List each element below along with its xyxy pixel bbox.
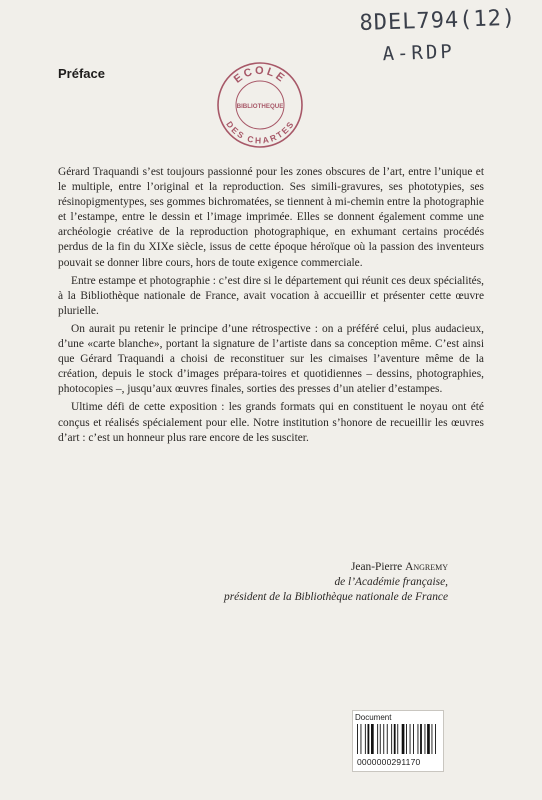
svg-text:DES CHARTES	[224, 119, 296, 145]
barcode-bar	[418, 724, 419, 754]
stamp-top-text: ECOLE	[231, 64, 289, 86]
barcode-title: Document	[355, 713, 392, 722]
author-last-name: Angremy	[405, 561, 448, 573]
barcode-label	[352, 710, 444, 772]
stamp-bottom-text: DES CHARTES	[224, 119, 296, 146]
shelfmark-line-1: 8DEL794(12)	[359, 5, 517, 37]
barcode-bar	[427, 724, 430, 754]
barcode-bar	[365, 724, 366, 754]
barcode-bar	[387, 724, 388, 754]
barcode-bar	[361, 724, 362, 754]
barcode-number: 0000000291170	[357, 757, 421, 767]
signature-block	[224, 560, 448, 605]
barcode-bar	[413, 724, 414, 754]
barcode-bars	[356, 724, 440, 756]
paragraph-4: Ultime défi de cette exposition : les grands formats qui en constituent le noyau ont été conçus et réalisés spécialement pour elle. Notre institution s’honore de recueillir les œuvres d’art : c’est un honneur plus rare encore de les susciter.	[58, 401, 484, 444]
barcode-bar	[380, 724, 381, 754]
barcode-bar	[406, 724, 407, 754]
author-role: président de la Bibliothèque nationale de France	[224, 591, 448, 603]
barcode-bar	[410, 724, 411, 754]
barcode-bar	[402, 724, 405, 754]
barcode-bar	[391, 724, 392, 754]
barcode-bar	[425, 724, 426, 754]
author-first-name: Jean-Pierre	[351, 561, 403, 573]
barcode-bar	[435, 724, 436, 754]
author-name	[224, 560, 448, 575]
page-title: Préface	[58, 66, 105, 81]
barcode-bar	[394, 724, 396, 754]
barcode-bar	[432, 724, 433, 754]
paragraph-1: Gérard Traquandi s’est toujours passionné pour les zones obscures de l’art, entre l’unique et le multiple, entre l’original et la reproduction. Ses simili-gravures, ses phototypies, ses résinopigmentypes, ses gommes bichromatées, se tiennent à mi-chemin entre la photographie et l’estampe, entre le dessin et l’image imprimée. Elles se donnent également comme une archéologie créative de la reproduction photographique, en exhumant certains procédés perdus de la fin du XIXe siècle, issus de cette époque héroïque où la passion des inventeurs pouvait se donner libre cours, hors de toute exigence commerciale.	[58, 166, 484, 269]
paragraph-3: On aurait pu retenir le principe d’une rétrospective : on a préféré celui, plus audacieux, d’une «carte blanche», portant la signature de l’artiste dans sa conception même. C’est ainsi que Gérard Traquandi a choisi de reconstituer sur les cimaises l’aventure même de la création, depuis le stock d’images prépara-toires et quotidiennes – dessins, photographies, photocopies –, jusqu’aux œuvres finales, sorties des presses d’un atelier d’estampes.	[58, 322, 484, 396]
handwritten-shelfmark	[359, 5, 536, 66]
library-stamp	[215, 60, 305, 150]
barcode-bar	[420, 724, 422, 754]
shelfmark-line-2: A-RDP	[382, 40, 456, 66]
stamp-middle-text: BIBLIOTHEQUE	[236, 103, 284, 110]
barcode-bar	[357, 724, 358, 754]
paragraph-2: Entre estampe et photographie : c’est dire si le département qui réunit ces deux spécialités, à la Bibliothèque nationale de France, avait vocation à accueillir et présenter cette œuvre plurielle.	[58, 274, 484, 317]
barcode-bar	[371, 724, 374, 754]
barcode-bar	[397, 724, 398, 754]
preface-body	[58, 165, 484, 449]
author-affiliation: de l’Académie française,	[334, 576, 448, 588]
barcode-bar	[368, 724, 370, 754]
barcode-bar	[377, 724, 378, 754]
barcode-bar	[383, 724, 384, 754]
